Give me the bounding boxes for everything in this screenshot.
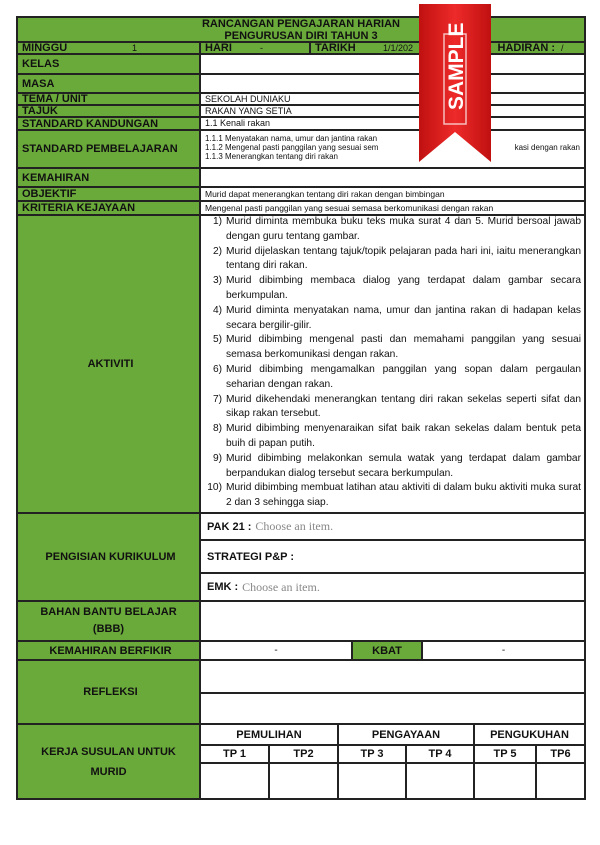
aktiviti-number: 10)	[207, 482, 222, 494]
aktiviti-item	[200, 245, 585, 275]
sp-line-2-row	[201, 143, 584, 152]
kriteria-label: KRITERIA KEJAYAAN	[22, 202, 136, 214]
form-title	[17, 17, 585, 42]
kehadiran-value: /	[561, 43, 564, 53]
pak21-dropdown[interactable]: Choose an item.	[255, 519, 334, 533]
tema-value: SEKOLAH DUNIAKU	[205, 93, 291, 104]
tp5-header	[474, 745, 536, 763]
kbat-value-cell	[422, 641, 585, 660]
objektif-value-cell	[200, 187, 585, 201]
kelas-value-cell[interactable]	[200, 54, 585, 74]
tajuk-value: RAKAN YANG SETIA	[205, 105, 292, 116]
objektif-label: OBJEKTIF	[22, 188, 77, 200]
bbb-label-cell	[17, 601, 200, 641]
aktiviti-number: 7)	[212, 393, 222, 405]
tema-label: TEMA / UNIT	[22, 93, 88, 105]
tp6-label: TP6	[550, 748, 571, 760]
aktiviti-text: Murid dikehendaki menerangkan tentang diri rakan sekelas seperti sifat dan sikap rakan tersebut.	[226, 393, 581, 420]
sp-line-3: 1.1.3 Menerangkan tentang diri rakan	[205, 152, 338, 161]
aktiviti-text: Murid dibimbing melakonkan semula watak yang terdapat dalam gambar berpandukan dialog tersebut secara berkumpulan.	[226, 452, 581, 479]
bbb-label-line-1: BAHAN BANTU BELAJAR	[40, 606, 177, 618]
sk-label-cell	[17, 117, 200, 130]
aktiviti-number: 9)	[212, 452, 222, 464]
aktiviti-text: Murid dibimbing membaca dialog yang terdapat dalam gambar secara berkumpulan.	[226, 275, 581, 301]
minggu-row-left	[17, 42, 200, 54]
kurikulum-label: PENGISIAN KURIKULUM	[45, 551, 176, 563]
sk-label: STANDARD KANDUNGAN	[22, 117, 159, 130]
sp-line-2: 1.1.2 Mengenal pasti panggilan yang sesuai sem	[205, 143, 379, 152]
rph-form	[16, 16, 586, 800]
tp2-label: TP2	[293, 748, 314, 760]
aktiviti-text: Murid dibimbing menyenaraikan sifat baik rakan sekelas dalam bentuk peta buih di papan putih.	[226, 423, 581, 449]
kriteria-value: Mengenal pasti panggilan yang sesuai semasa berkomunikasi dengan rakan	[205, 202, 494, 213]
aktiviti-label-cell	[17, 215, 200, 513]
pemulihan-label: PEMULIHAN	[236, 728, 302, 741]
aktiviti-label: AKTIVITI	[87, 358, 134, 370]
title-line-1: RANCANGAN PENGAJARAN HARIAN	[201, 17, 400, 30]
hari-label: HARI	[205, 42, 232, 54]
emk-label: EMK :	[207, 581, 239, 593]
aktiviti-item	[200, 215, 585, 245]
aktiviti-item	[200, 481, 585, 511]
sp-label-cell	[17, 130, 200, 168]
kelas-label: KELAS	[22, 58, 60, 70]
aktiviti-item	[200, 304, 585, 334]
aktiviti-text: Murid diminta menyatakan nama, umur dan jantina rakan di hadapan kelas secara bergilir-gilir.	[226, 304, 581, 331]
tp1-label: TP 1	[222, 748, 247, 760]
aktiviti-number: 1)	[212, 216, 222, 227]
masa-label-cell	[17, 74, 200, 93]
tp1-header	[200, 745, 269, 763]
kemahiran-label-cell	[17, 168, 200, 187]
tajuk-label: TAJUK	[22, 105, 58, 117]
tp2-header	[269, 745, 338, 763]
kbat-label-cell	[352, 641, 422, 660]
sk-value-cell	[200, 117, 585, 130]
title-line-2: PENGURUSAN DIRI TAHUN 3	[224, 29, 378, 42]
pak21-label: PAK 21 :	[207, 520, 252, 533]
tema-label-cell	[17, 93, 200, 105]
aktiviti-text: Murid dibimbing mengamalkan panggilan yang sopan dalam pergaulan seharian dengan rakan.	[226, 363, 581, 390]
tp6-header	[536, 745, 585, 763]
aktiviti-item	[200, 363, 585, 393]
tp2-input[interactable]	[269, 763, 338, 799]
pengukuhan-header	[474, 724, 585, 745]
berfikir-label: KEMAHIRAN BERFIKIR	[49, 644, 172, 657]
tp3-header	[338, 745, 406, 763]
tp1-input[interactable]	[200, 763, 269, 799]
refleksi-value-cell-2[interactable]	[200, 693, 585, 724]
kemahiran-value-cell[interactable]	[200, 168, 585, 187]
tp4-header	[406, 745, 474, 763]
refleksi-label: REFLEKSI	[83, 686, 138, 698]
refleksi-value-cell-1[interactable]	[200, 660, 585, 693]
pak21-cell	[200, 513, 585, 540]
tp4-input[interactable]	[406, 763, 474, 799]
objektif-label-cell	[17, 187, 200, 201]
stamp-text: SAMPLE	[445, 22, 468, 110]
aktiviti-number: 4)	[212, 304, 222, 316]
tp5-label: TP 5	[493, 748, 517, 760]
aktiviti-item	[200, 452, 585, 482]
masa-label: MASA	[22, 77, 55, 90]
minggu-value: 1	[132, 43, 138, 53]
kelas-label-cell	[17, 54, 200, 74]
tema-value-cell	[200, 93, 585, 105]
aktiviti-text: Murid diminta membuka buku teks muka surat 4 dan 5. Murid bersoal jawab dengan guru tentang gambar.	[226, 216, 581, 242]
kurikulum-label-cell	[17, 513, 200, 601]
objektif-value: Murid dapat menerangkan tentang diri rakan dengan bimbingan	[205, 188, 445, 199]
tajuk-label-cell	[17, 105, 200, 117]
minggu-label: MINGGU	[22, 42, 68, 54]
sp-label: STANDARD PEMBELAJARAN	[22, 143, 178, 155]
sample-stamp	[419, 4, 491, 162]
bbb-label-line-2: (BBB)	[92, 623, 125, 635]
tp5-input[interactable]	[474, 763, 536, 799]
bbb-value-cell[interactable]	[200, 601, 585, 641]
pemulihan-header	[200, 724, 338, 745]
hari-cell	[200, 42, 310, 54]
sp-line-2-tail: kasi dengan rakan	[514, 143, 580, 152]
tp4-label: TP 4	[428, 748, 452, 760]
susulan-label-line-2: MURID	[90, 765, 127, 778]
tp3-input[interactable]	[338, 763, 406, 799]
pengayaan-label: PENGAYAAN	[371, 728, 441, 741]
aktiviti-number: 2)	[212, 245, 222, 257]
aktiviti-item	[200, 333, 585, 363]
aktiviti-list	[200, 215, 585, 511]
susulan-label-cell	[17, 724, 200, 799]
hari-value: -	[260, 43, 263, 53]
aktiviti-number: 6)	[212, 363, 222, 375]
emk-cell	[200, 573, 585, 601]
aktiviti-item	[200, 393, 585, 423]
kriteria-value-cell	[200, 201, 585, 215]
tp3-label: TP 3	[360, 748, 384, 760]
pengayaan-header	[338, 724, 474, 745]
sk-value: 1.1 Kenali rakan	[205, 118, 271, 128]
susulan-label-line-1: KERJA SUSULAN UNTUK	[41, 745, 176, 758]
pengukuhan-label: PENGUKUHAN	[490, 728, 569, 741]
kbat-label: KBAT	[372, 644, 402, 657]
aktiviti-number: 5)	[212, 334, 222, 346]
sp-line-1: 1.1.1 Menyatakan nama, umur dan jantina rakan	[205, 134, 378, 143]
kriteria-label-cell	[17, 201, 200, 215]
emk-dropdown[interactable]: Choose an item.	[242, 579, 320, 594]
aktiviti-item	[200, 422, 585, 452]
strategi-cell	[200, 540, 585, 573]
tp6-input[interactable]	[536, 763, 585, 799]
aktiviti-text: Murid dibimbing mengenal pasti dan memahami panggilan yang sesuai semasa berkomunikasi dengan rakan.	[226, 334, 581, 361]
aktiviti-text: Murid dijelaskan tentang tajuk/topik pelajaran pada hari ini, iaitu menerangkan tentang diri rakan.	[226, 245, 581, 272]
tarikh-value: 1/1/202	[383, 43, 414, 53]
berfikir-value-cell	[200, 641, 352, 660]
kbat-value: -	[501, 645, 506, 656]
kemahiran-label: KEMAHIRAN	[22, 171, 90, 184]
sp-value-cell	[200, 130, 585, 168]
aktiviti-text: Murid dibimbing membuat latihan atau aktiviti di dalam buku aktiviti muka surat 2 dan 3 sehingga siap.	[226, 482, 581, 509]
strategi-label: STRATEGI P&P :	[207, 551, 294, 563]
kehadiran-label: HADIRAN :	[497, 42, 555, 54]
aktiviti-number: 8)	[212, 423, 222, 435]
aktiviti-number: 3)	[212, 275, 222, 287]
refleksi-label-cell	[17, 660, 200, 724]
tarikh-label: TARIKH	[315, 42, 356, 54]
berfikir-label-cell	[17, 641, 200, 660]
sample-stamp-shape	[419, 4, 491, 162]
aktiviti-item	[200, 274, 585, 304]
masa-value-cell[interactable]	[200, 74, 585, 93]
tajuk-value-cell	[200, 105, 585, 117]
berfikir-value: -	[274, 645, 278, 656]
